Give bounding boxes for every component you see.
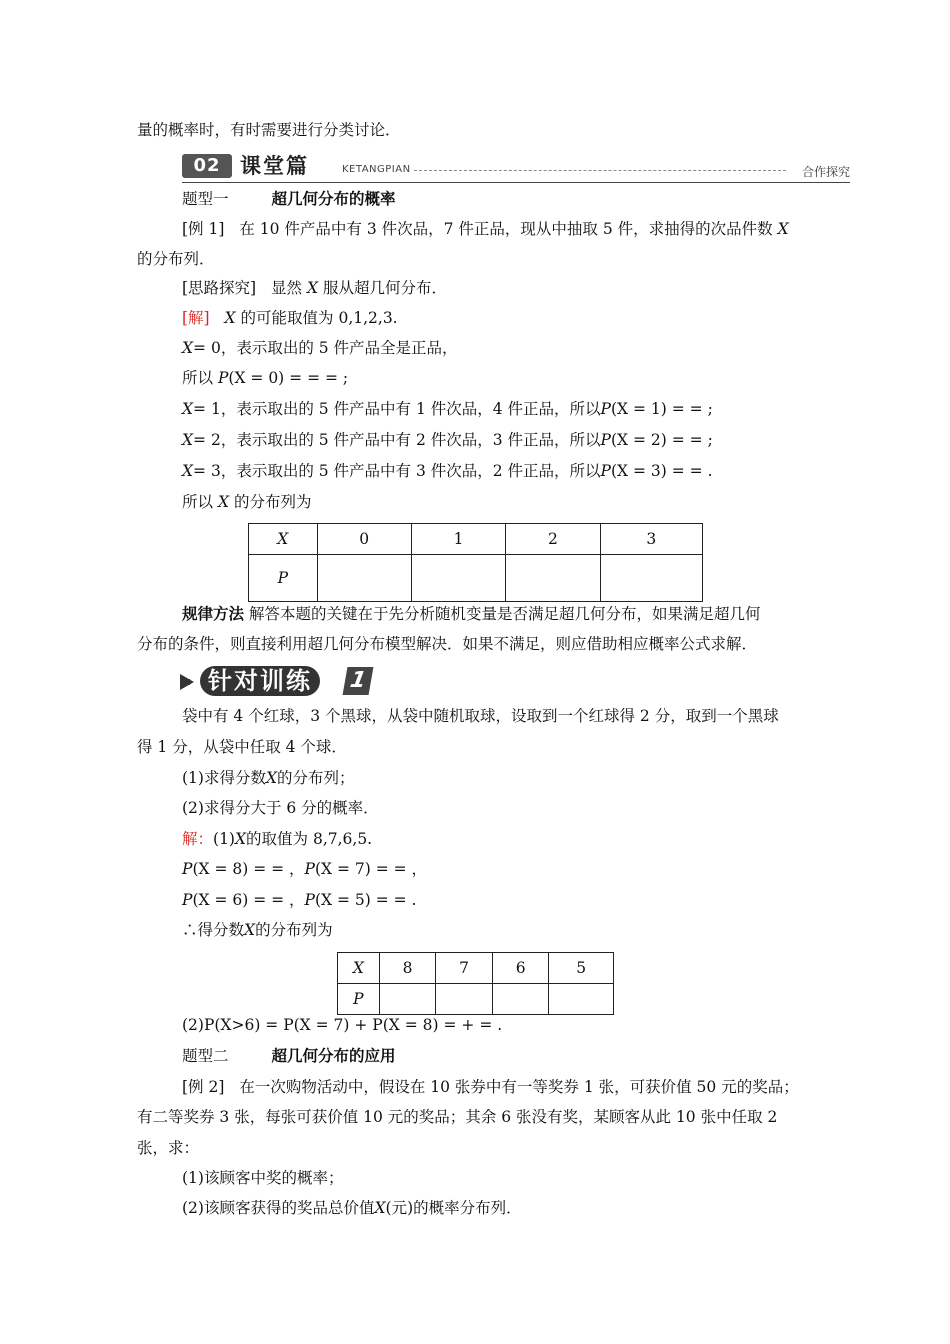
- table-cell: [436, 984, 493, 1015]
- var-x: X: [244, 921, 256, 939]
- training-number: 1: [343, 667, 374, 695]
- table-cell: 3: [600, 524, 702, 555]
- example1-tag: [例 1]: [182, 220, 225, 238]
- table-cell: [506, 555, 600, 602]
- table-cell: [411, 555, 505, 602]
- banner-underline: [182, 182, 850, 183]
- table-row: [249, 555, 703, 602]
- solution-line3: [182, 367, 348, 389]
- solution-l4b: (X = 1) = = ;: [610, 400, 713, 418]
- solution-l7b: 的分布列为: [233, 493, 312, 511]
- table-cell: 7: [436, 953, 493, 984]
- var-x: X: [234, 830, 247, 848]
- section-number-badge: 02: [182, 154, 232, 178]
- table-cell: P: [249, 555, 318, 602]
- distribution-table-2: [337, 952, 614, 1015]
- section-title: 课堂篇: [240, 154, 309, 178]
- table-cell: 1: [411, 524, 505, 555]
- table-cell: [492, 984, 549, 1015]
- method-line1: [182, 603, 760, 625]
- intro-line: 量的概率时，有时需要进行分类讨论．: [137, 121, 401, 139]
- section-subtitle: 合作探究: [801, 165, 850, 179]
- idea-line: [182, 277, 447, 299]
- solution-line6: [182, 460, 713, 482]
- solution-l6a: = 3，表示取出的 5 件产品中有 3 件次品，2 件正品，所以: [193, 462, 601, 480]
- var-x: X: [307, 279, 319, 297]
- table-row: [338, 984, 614, 1015]
- training-q1: (1)求得分数X的分布列；: [182, 769, 355, 787]
- var-x: X: [182, 339, 194, 357]
- example1-line2: 的分布列．: [137, 250, 215, 268]
- solution-l1: 的可能取值为 0,1,2,3.: [240, 309, 398, 327]
- table-cell: X: [338, 953, 380, 984]
- solution-line7: [182, 491, 311, 513]
- var-x: X: [217, 493, 229, 511]
- example2-tag: [例 2]: [182, 1078, 225, 1096]
- table-cell: X: [249, 524, 318, 555]
- example1-text: 在 10 件产品中有 3 件次品，7 件正品，现从中抽取 5 件，求抽得的次品件数: [239, 220, 773, 238]
- var-x: X: [777, 220, 789, 238]
- table-cell: 8: [379, 953, 436, 984]
- table-cell: [600, 555, 702, 602]
- solution-tag: [解]: [182, 309, 210, 327]
- distribution-table-1: [248, 523, 703, 602]
- training-s3: P(X = 6) = = ，P(X = 5) = = .: [182, 891, 417, 909]
- solution-l4a: = 1，表示取出的 5 件产品中有 1 件次品，4 件正品，所以: [193, 400, 601, 418]
- solution-l2: = 0，表示取出的 5 件产品全是正品，: [193, 339, 458, 357]
- example2-q2: (2)该顾客获得的奖品总价值X(元)的概率分布列．: [182, 1199, 522, 1217]
- solution-l7a: 所以: [182, 493, 214, 511]
- type2-title: 超几何分布的应用: [271, 1046, 396, 1065]
- section-banner: [182, 152, 850, 184]
- solution-l6b: (X = 3) = = .: [610, 462, 713, 480]
- banner-dashed-rule: [414, 170, 786, 171]
- method-tag: 规律方法: [182, 604, 245, 623]
- training-s1: 解：(1)X的取值为 8,7,6,5.: [182, 830, 373, 848]
- type1-heading: [182, 188, 395, 210]
- solution-l5a: = 2，表示取出的 5 件产品中有 2 件次品，3 件正品，所以: [193, 431, 601, 449]
- solution-l3a: 所以: [182, 369, 214, 387]
- example2-line1: [例 2] 在一次购物活动中，假设在 10 张券中有一等奖券 1 张，可获价值 50 元的奖品；: [182, 1078, 799, 1096]
- training-s2: P(X = 8) = = ，P(X = 7) = = ，: [182, 860, 428, 878]
- training-line1: 袋中有 4 个红球，3 个黑球，从袋中随机取球，设取到一个红球得 2 分，取到一个黑球: [182, 707, 779, 725]
- table-cell: 2: [506, 524, 600, 555]
- type2-heading: [182, 1045, 395, 1067]
- idea-tag: [思路探究]: [182, 279, 257, 297]
- training-banner: [180, 664, 380, 700]
- training-q2: (2)求得分大于 6 分的概率．: [182, 799, 379, 817]
- var-x: X: [182, 400, 194, 418]
- solution-line2: [182, 337, 458, 359]
- solution-l3b: (X = 0) = = = ;: [228, 369, 349, 387]
- var-x: X: [182, 431, 194, 449]
- solution-line1: [182, 307, 398, 329]
- table-cell: 6: [492, 953, 549, 984]
- solution-l5b: (X = 2) = = ;: [610, 431, 713, 449]
- type1-title: 超几何分布的概率: [271, 189, 396, 208]
- solution-line4: [182, 398, 713, 420]
- var-p: P: [600, 462, 611, 480]
- type1-label: 题型一: [182, 190, 229, 208]
- table-cell: P: [338, 984, 380, 1015]
- var-x: X: [265, 769, 278, 787]
- method-l1: 解答本题的关键在于先分析随机变量是否满足超几何分布，如果满足超几何: [248, 605, 761, 623]
- var-p: P: [217, 369, 229, 387]
- example2-line3: 张，求：: [137, 1139, 200, 1157]
- example1-line1: [182, 218, 789, 240]
- solution-line5: [182, 429, 713, 451]
- var-x: X: [224, 309, 236, 327]
- table-row: [249, 524, 703, 555]
- section-pinyin: KETANGPIAN: [342, 164, 411, 175]
- var-p: P: [600, 400, 611, 418]
- var-p: P: [600, 431, 611, 449]
- var-x: X: [182, 462, 194, 480]
- arrow-head-icon: [180, 674, 194, 690]
- training-line2: 得 1 分，从袋中任取 4 个球．: [137, 738, 347, 756]
- var-x: X: [374, 1199, 386, 1217]
- training-s4: ∴得分数X的分布列为: [182, 921, 333, 939]
- table-cell: 0: [317, 524, 411, 555]
- training-solution-tag: 解：: [182, 830, 214, 848]
- method-line2: 分布的条件，则直接利用超几何分布模型解决．如果不满足，则应借助相应概率公式求解．: [137, 635, 758, 653]
- type2-label: 题型二: [182, 1047, 229, 1065]
- example2-line2: 有二等奖券 3 张，每张可获价值 10 元的奖品；其余 6 张没有奖，某顾客从此 10 张中任取 2: [137, 1108, 778, 1126]
- training-title: 针对训练: [200, 666, 320, 696]
- idea-text-a: 显然: [271, 279, 303, 297]
- table-cell: [379, 984, 436, 1015]
- example2-q1: (1)该顾客中奖的概率；: [182, 1169, 344, 1187]
- table-cell: 5: [549, 953, 614, 984]
- training-s5: (2)P(X>6) = P(X = 7) + P(X = 8) = + = .: [182, 1016, 503, 1034]
- table-cell: [317, 555, 411, 602]
- table-row: [338, 953, 614, 984]
- idea-text-b: 服从超几何分布．: [322, 279, 447, 297]
- table-cell: [549, 984, 614, 1015]
